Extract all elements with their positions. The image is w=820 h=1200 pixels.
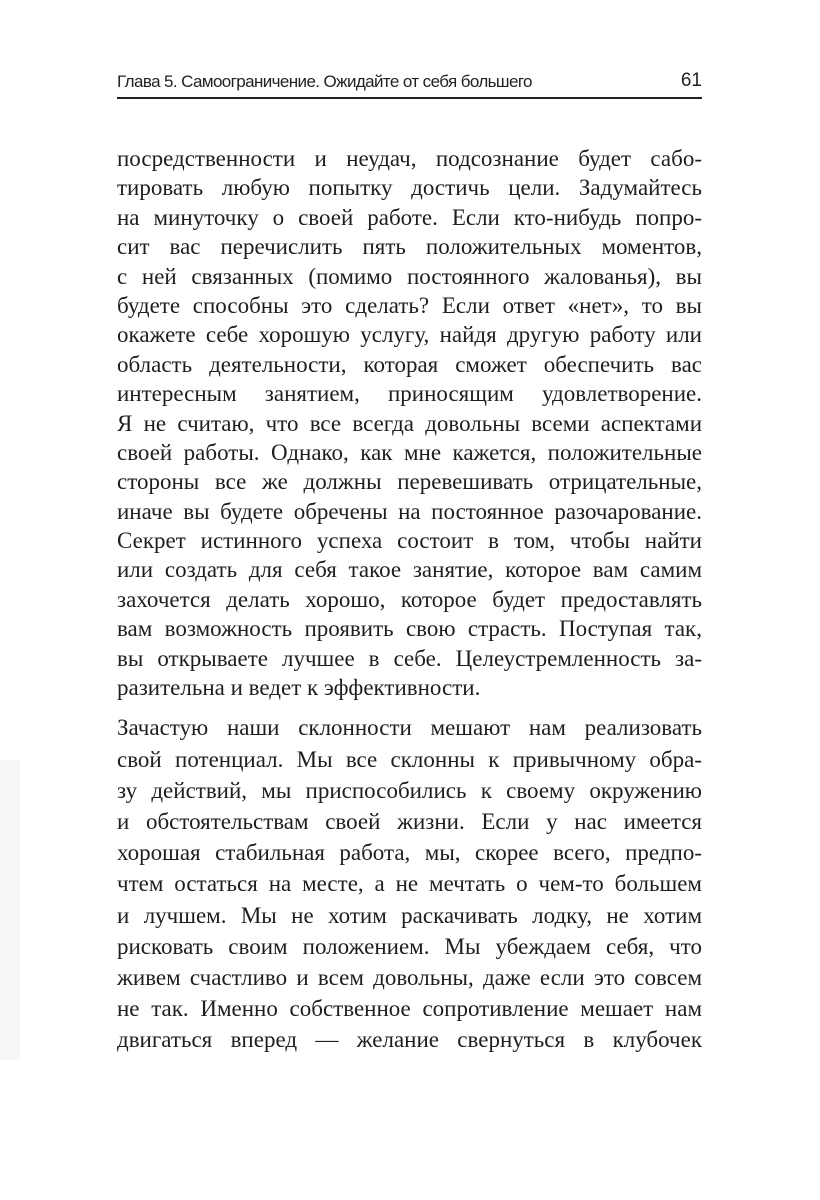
paragraph <box>117 144 702 702</box>
text-line: Зачастую наши склонности мешают нам реализовать <box>117 715 702 741</box>
text-line: живем счастливо и всем довольны, даже если это совсем <box>117 964 702 990</box>
text-line: вы открываете лучшее в себе. Целеустремленность за- <box>117 645 702 671</box>
text-line: разительна и ведет к эффективности. <box>117 675 481 701</box>
text-line: с ней связанных (помимо постоянного жалованья), вы <box>117 263 702 289</box>
text-line: Я не считаю, что все всегда довольны всеми аспектами <box>117 410 702 436</box>
text-line: и лучшем. Мы не хотим раскачивать лодку, не хотим <box>117 902 702 928</box>
text-line: посредственности и неудач, подсознание будет сабо- <box>117 146 702 171</box>
text-line: будете способны это сделать? Если ответ «нет», то вы <box>117 292 702 318</box>
running-title: Глава 5. Самоограничение. Ожидайте от себя большего <box>117 72 532 91</box>
text-line: свой потенциал. Мы все склонны к привычному обра- <box>117 746 702 772</box>
text-line: на минуточку о своей работе. Если кто-нибудь попро- <box>117 204 702 230</box>
text-line: иначе вы будете обречены на постоянное разочарование. <box>117 498 702 524</box>
text-line: вам возможность проявить свою страсть. Поступая так, <box>117 616 702 642</box>
paragraph <box>117 712 702 1055</box>
text-line: хорошая стабильная работа, мы, скорее всего, предпо- <box>117 840 702 866</box>
text-line: область деятельности, которая сможет обеспечить вас <box>117 351 702 377</box>
text-line: тировать любую попытку достичь цели. Задумайтесь <box>117 175 702 201</box>
running-header <box>117 66 702 99</box>
text-line: интересным занятием, приносящим удовлетворение. <box>117 381 702 407</box>
text-line: захочется делать хорошо, которое будет предоставлять <box>117 586 702 612</box>
text-line: сит вас перечислить пять положительных моментов, <box>117 234 702 260</box>
text-line: зу действий, мы приспособились к своему окружению <box>117 777 702 803</box>
text-line: Секрет истинного успеха состоит в том, чтобы найти <box>117 528 702 554</box>
text-line: окажете себе хорошую услугу, найдя другую работу или <box>117 322 702 348</box>
text-line: двигаться вперед — желание свернуться в клубочек <box>117 1027 702 1053</box>
text-line: и обстоятельствам своей жизни. Если у нас имеется <box>117 808 702 834</box>
scan-shadow <box>0 760 20 1060</box>
text-line: не так. Именно собственное сопротивление мешает нам <box>117 996 702 1022</box>
text-line: своей работы. Однако, как мне кажется, положительные <box>117 439 702 465</box>
page-number: 61 <box>680 70 702 91</box>
page-body <box>117 144 702 1055</box>
text-line: рисковать своим положением. Мы убеждаем себя, что <box>117 933 702 959</box>
text-line: или создать для себя такое занятие, которое вам самим <box>117 557 702 583</box>
text-line: чтем остаться на месте, а не мечтать о чем-то большем <box>117 871 702 897</box>
text-line: стороны все же должны перевешивать отрицательные, <box>117 469 702 495</box>
